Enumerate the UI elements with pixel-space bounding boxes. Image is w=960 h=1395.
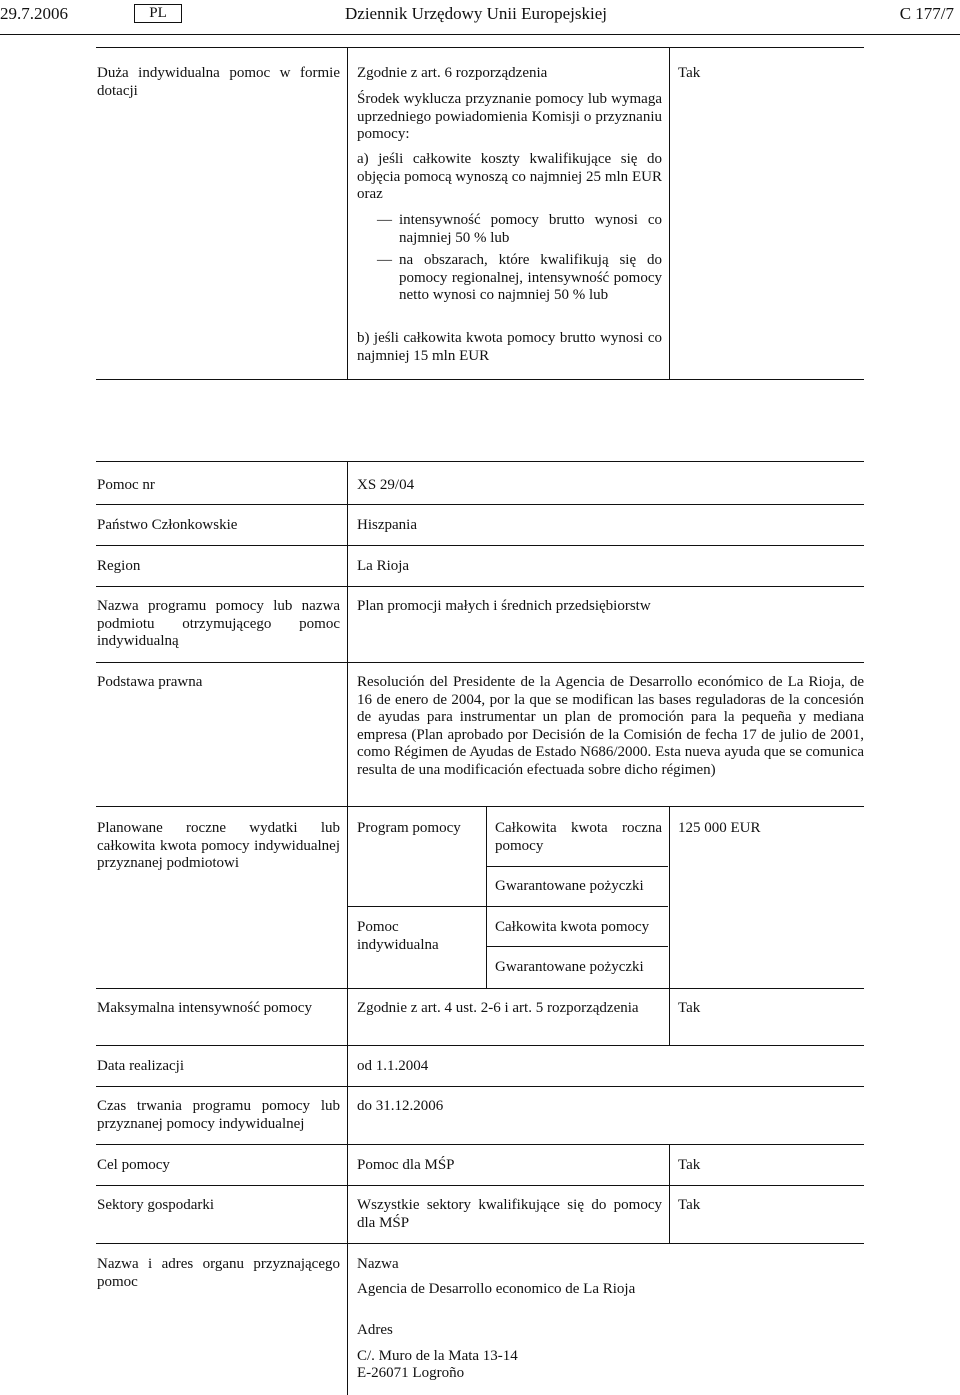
dash-item-1-text: intensywność pomocy brutto wynosi co najmniej 50 % lub [399, 212, 662, 246]
top-col2-item-a: a) jeśli całkowite koszty kwalifikujące się do objęcia pomocą wynoszą co najmniej 25 mln EUR oraz [357, 151, 662, 203]
gwarantowane-pozyczki-2: Gwarantowane pożyczki [495, 959, 644, 975]
wydatki-label: Planowane roczne wydatki lub całkowita kwota pomocy indywidualnej przyznanej podmiotowi [97, 820, 340, 872]
sektory-label: Sektory gospodarki [97, 1197, 215, 1213]
podstawa-label: Podstawa prawna [97, 674, 203, 690]
row-rule-5 [96, 662, 864, 663]
sektory-tak: Tak [678, 1197, 701, 1213]
row-rule-3 [96, 545, 864, 546]
adres-heading: Adres [357, 1322, 393, 1338]
row-rule-11 [96, 1185, 864, 1186]
em-dash-mark: — [377, 212, 392, 228]
row-rule-7 [96, 988, 864, 989]
top-col1-text: Duża indywidualna pomoc w formie dotacji [97, 65, 340, 99]
nazwa-programu-value: Plan promocji małych i średnich przedsiębiorstw [357, 598, 651, 614]
intensywnosc-label: Maksymalna intensywność pomocy [97, 1000, 312, 1016]
gwarantowane-pozyczki-1: Gwarantowane pożyczki [495, 878, 644, 894]
intensywnosc-value: Zgodnie z art. 4 ust. 2-6 i art. 5 rozporządzenia [357, 1000, 639, 1016]
pomoc-indywidualna-label: Pomoc indywidualna [357, 919, 439, 953]
em-dash-mark: — [377, 252, 392, 268]
row-rule-2 [96, 504, 864, 505]
dash-item-1 [357, 212, 662, 247]
data-realizacji-label: Data realizacji [97, 1058, 185, 1074]
nazwa-heading: Nazwa [357, 1256, 399, 1272]
podstawa-value: Resolución del Presidente de la Agencia de Desarrollo económico de La Rioja, de 16 de enero de 2004, por la que se modifican las bases reguladoras de la concesión de ayudas para instrumentar un plan de promoción para la pequeña y mediana empresa (Plan aprobado por Decisión de la Comisión de fecha 17 de julio de 2001, como Régimen de Ayudas de Estado N686/2000. Esta nueva ayuda que se comunica resulta de una modificación efectuada sobre dicho régimen) [357, 674, 864, 778]
header-journal-title: Dziennik Urzędowy Unii Europejskiej [345, 4, 608, 23]
top-table-divider-2 [669, 47, 670, 379]
panstwo-label: Państwo Członkowskie [97, 517, 238, 533]
top-table-divider-1 [347, 47, 348, 379]
header-rule [0, 34, 960, 35]
pomoc-nr-value: XS 29/04 [357, 477, 415, 493]
row-rule-sub-1 [486, 866, 668, 867]
col-divider-tak-2 [669, 1144, 670, 1243]
sektory-value: Wszystkie sektory kwalifikujące się do pomocy dla MŚP [357, 1197, 662, 1231]
row-rule-4 [96, 586, 864, 587]
intensywnosc-tak: Tak [678, 1000, 701, 1016]
row-rule-1 [96, 461, 864, 462]
region-value: La Rioja [357, 558, 410, 574]
kwota-value: 125 000 EUR [678, 820, 761, 836]
header-date: 29.7.2006 [0, 4, 68, 23]
header-language-box: PL [134, 4, 182, 23]
row-rule-9 [96, 1086, 864, 1087]
adres-line-2: E-26071 Logroño [357, 1365, 465, 1381]
col-divider-main [347, 461, 348, 1395]
top-col2-paragraph: Środek wyklucza przyznanie pomocy lub wymaga uprzedniego powiadomienia Komisji o przyznaniu pomocy: [357, 91, 662, 143]
czas-trwania-value: do 31.12.2006 [357, 1098, 444, 1114]
dash-item-2-text: na obszarach, które kwalifikują się do pomocy regionalnej, intensywność pomocy netto wynosi co najmniej 50 % lub [399, 252, 662, 304]
dash-item-2 [357, 252, 662, 305]
cel-pomocy-tak: Tak [678, 1157, 701, 1173]
col-divider-sub [486, 806, 487, 988]
calkowita-roczna-label: Całkowita kwota roczna pomocy [495, 820, 662, 854]
region-label: Region [97, 558, 141, 574]
nazwa-organu-value: Agencia de Desarrollo economico de La Rioja [357, 1281, 636, 1297]
col-divider-tak-1 [669, 988, 670, 1045]
panstwo-value: Hiszpania [357, 517, 417, 533]
organ-label: Nazwa i adres organu przyznającego pomoc [97, 1256, 340, 1290]
top-col3-tak: Tak [678, 65, 701, 81]
row-rule-sub-2 [347, 906, 668, 907]
czas-trwania-label: Czas trwania programu pomocy lub przyznanej pomocy indywidualnej [97, 1098, 340, 1132]
row-rule-12 [96, 1243, 864, 1244]
row-rule-sub-3 [486, 946, 668, 947]
top-col2-line1: Zgodnie z art. 6 rozporządzenia [357, 65, 548, 81]
top-table-bottom-rule [96, 379, 864, 380]
header-page-number: C 177/7 [899, 4, 954, 23]
col-divider-amount [669, 806, 670, 988]
row-rule-8 [96, 1045, 864, 1046]
top-col2-item-b: b) jeśli całkowita kwota pomocy brutto wynosi co najmniej 15 mln EUR [357, 330, 662, 364]
page-header [0, 0, 960, 28]
top-table-top-rule [96, 47, 864, 48]
data-realizacji-value: od 1.1.2004 [357, 1058, 429, 1074]
program-pomocy-label: Program pomocy [357, 820, 461, 836]
cel-pomocy-label: Cel pomocy [97, 1157, 170, 1173]
pomoc-nr-label: Pomoc nr [97, 477, 155, 493]
row-rule-6 [96, 806, 864, 807]
nazwa-programu-label: Nazwa programu pomocy lub nazwa podmiotu otrzymującego pomoc indywidualną [97, 598, 340, 650]
cel-pomocy-value: Pomoc dla MŚP [357, 1157, 455, 1173]
adres-line-1: C/. Muro de la Mata 13-14 [357, 1348, 518, 1364]
row-rule-10 [96, 1144, 864, 1145]
calkowita-kwota-label: Całkowita kwota pomocy [495, 919, 650, 935]
